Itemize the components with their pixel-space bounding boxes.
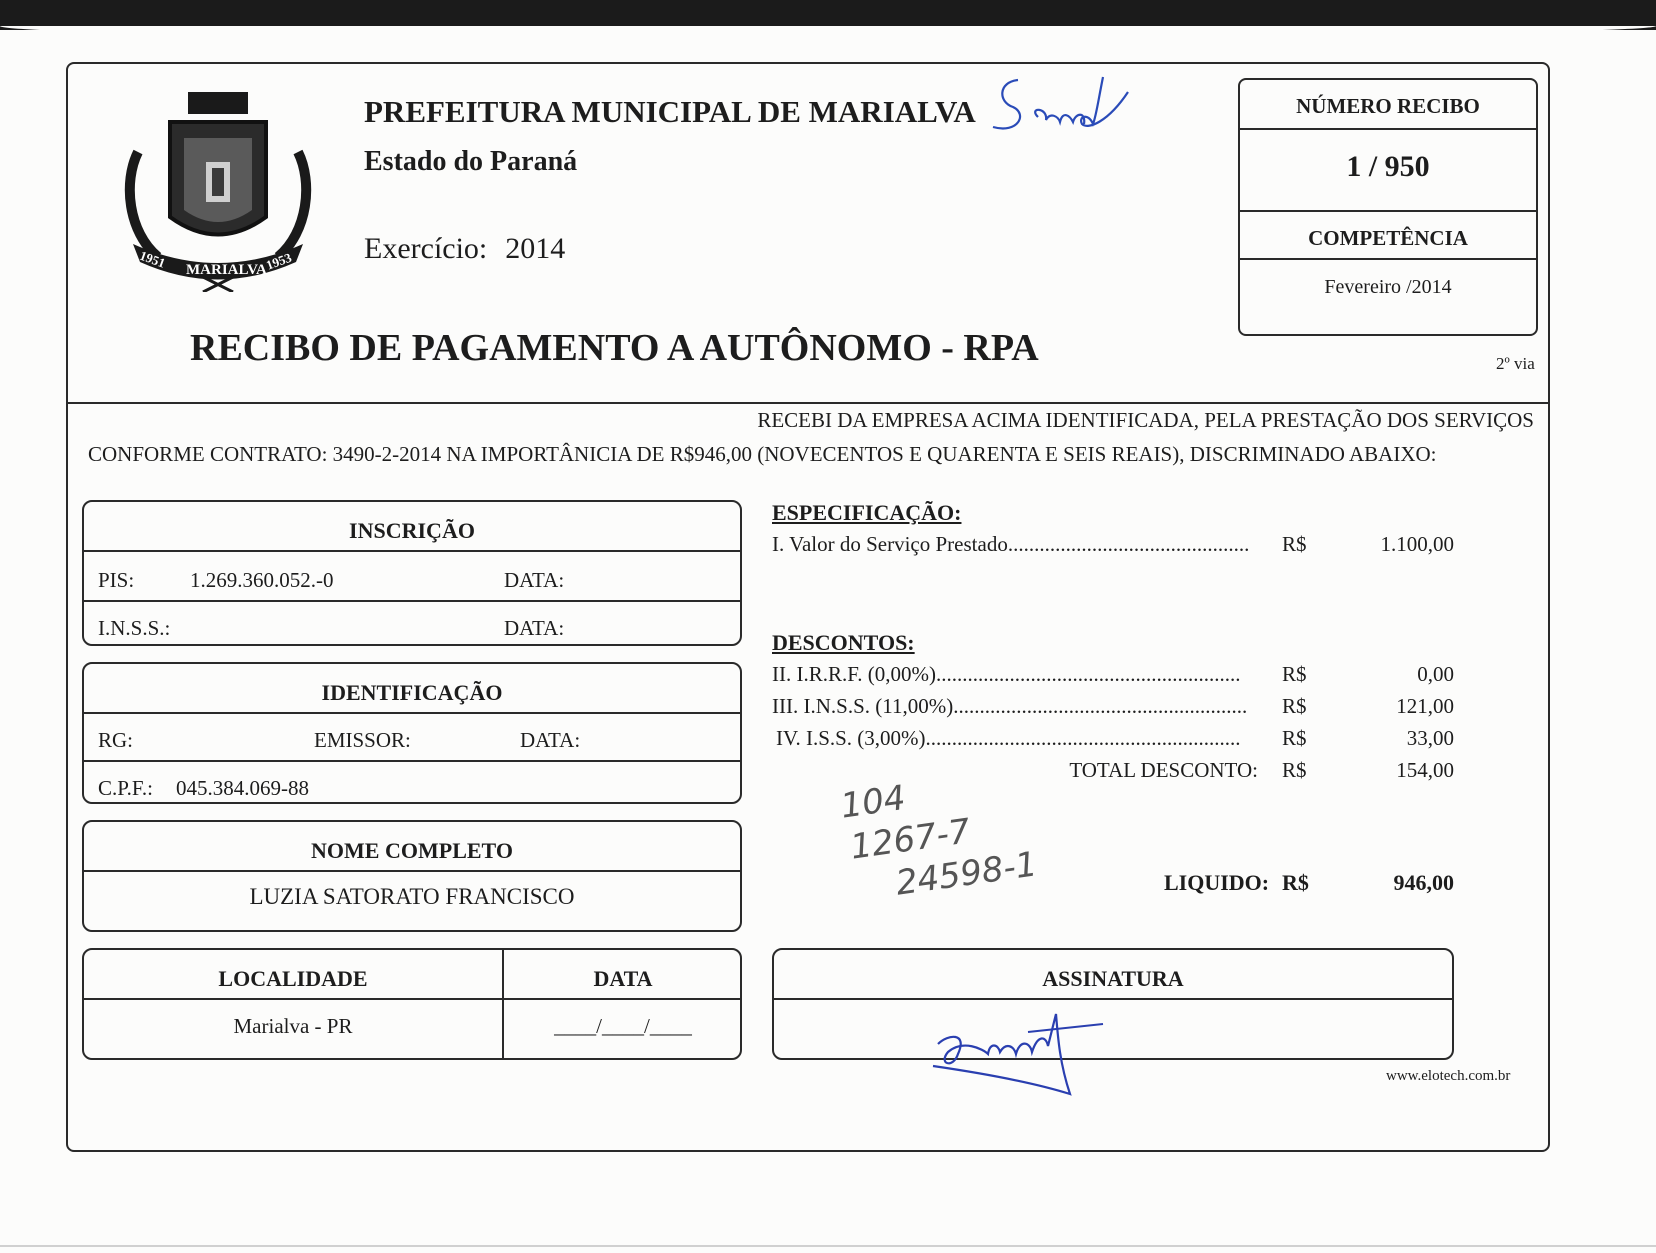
nome-completo-title: NOME COMPLETO	[311, 838, 513, 863]
data-value: ____/____/____	[554, 1014, 692, 1038]
servico-label: I. Valor do Serviço Prestado..............................................	[772, 532, 1250, 556]
receipt-form	[66, 62, 1550, 1152]
handwritten-note	[978, 72, 1168, 142]
exercicio-label: Exercício:	[364, 232, 488, 265]
scan-bottom-edge	[0, 1245, 1656, 1247]
especificacao-title: ESPECIFICAÇÃO:	[772, 500, 962, 525]
identificacao-box	[82, 662, 742, 804]
handwritten-numbers	[838, 760, 1040, 911]
total-desconto-currency: R$	[1282, 758, 1307, 782]
copy-indicator: 2º via	[1496, 354, 1535, 373]
irrf-value: 0,00	[1417, 662, 1454, 686]
inss-date-label: DATA:	[504, 616, 565, 640]
document-title: RECIBO DE PAGAMENTO A AUTÔNOMO - RPA	[190, 327, 1039, 369]
cpf-label: C.P.F.:	[98, 776, 153, 800]
servico-value: 1.100,00	[1380, 532, 1454, 556]
localidade-value: Marialva - PR	[233, 1014, 353, 1038]
municipal-crest-icon	[118, 82, 318, 292]
localidade-title: LOCALIDADE	[218, 966, 368, 991]
cpf-value: 045.384.069-88	[176, 776, 309, 800]
receipt-number-label: NÚMERO RECIBO	[1296, 94, 1480, 118]
crest-year-right: 1953	[263, 249, 294, 273]
nome-completo-box	[82, 820, 742, 932]
iss-currency: R$	[1282, 726, 1307, 750]
iss-label: IV. I.S.S. (3,00%)............................................................	[776, 726, 1241, 750]
exercicio	[364, 232, 565, 266]
signature-scribble	[928, 994, 1108, 1104]
descontos-title: DESCONTOS:	[772, 630, 915, 655]
handwritten-line-2: 1267-7	[847, 811, 973, 868]
scan-torn-edge	[0, 26, 1656, 36]
rg-label: RG:	[98, 728, 134, 752]
competencia-value: Fevereiro /2014	[1324, 276, 1452, 298]
servico-currency: R$	[1282, 532, 1307, 556]
identificacao-title: IDENTIFICAÇÃO	[321, 680, 503, 705]
receipt-number-box	[1238, 78, 1538, 336]
handwritten-line-1: 104	[838, 777, 908, 827]
pis-date-label: DATA:	[504, 568, 565, 592]
total-desconto-label: TOTAL DESCONTO:	[1069, 758, 1258, 782]
competencia-label: COMPETÊNCIA	[1308, 226, 1468, 250]
iss-value: 33,00	[1406, 726, 1454, 750]
pis-label: PIS:	[98, 568, 135, 592]
liquido-currency: R$	[1282, 870, 1309, 895]
declaration-line-1: RECEBI DA EMPRESA ACIMA IDENTIFICADA, PELA PRESTAÇÃO DOS SERVIÇOS	[757, 408, 1534, 432]
emissor-label: EMISSOR:	[314, 728, 411, 752]
footer-website: www.elotech.com.br	[1386, 1068, 1511, 1084]
handwritten-line-3: 24598-1	[893, 844, 1040, 904]
data-title: DATA	[593, 966, 653, 991]
inss-desconto-currency: R$	[1282, 694, 1307, 718]
localidade-box	[82, 948, 742, 1060]
inss-label: I.N.S.S.:	[98, 616, 171, 640]
pis-value: 1.269.360.052.-0	[190, 568, 334, 592]
crest-year-left: 1951	[137, 247, 168, 271]
exercicio-value: 2014	[505, 232, 566, 265]
liquido-label: LIQUIDO:	[1164, 870, 1270, 895]
liquido-value: 946,00	[1393, 870, 1454, 895]
assinatura-box	[772, 948, 1454, 1060]
inss-desconto-value: 121,00	[1396, 694, 1454, 718]
assinatura-title: ASSINATURA	[1042, 966, 1184, 991]
inss-desconto-label: III. I.N.S.S. (11,00%)........................................................	[772, 694, 1248, 718]
state-name: Estado do Paraná	[364, 146, 578, 177]
total-desconto-value: 154,00	[1396, 758, 1454, 782]
inscricao-title: INSCRIÇÃO	[349, 518, 475, 543]
section-divider	[68, 402, 1548, 404]
irrf-currency: R$	[1282, 662, 1307, 686]
receipt-number-value: 1 / 950	[1346, 150, 1430, 183]
inscricao-box	[82, 500, 742, 646]
irrf-label: II. I.R.R.F. (0,00%)..........................................................	[772, 662, 1241, 686]
municipality-title: PREFEITURA MUNICIPAL DE MARIALVA	[364, 94, 976, 129]
declaration-line-2: CONFORME CONTRATO: 3490-2-2014 NA IMPORTÂNICIA DE R$946,00 (NOVECENTOS E QUARENTA E SEIS REAIS), DISCRIMINADO ABAIXO:	[88, 442, 1437, 466]
nome-completo-value: LUZIA SATORATO FRANCISCO	[249, 884, 575, 909]
crest-town-name: MARIALVA	[186, 262, 267, 278]
rg-date-label: DATA:	[520, 728, 581, 752]
